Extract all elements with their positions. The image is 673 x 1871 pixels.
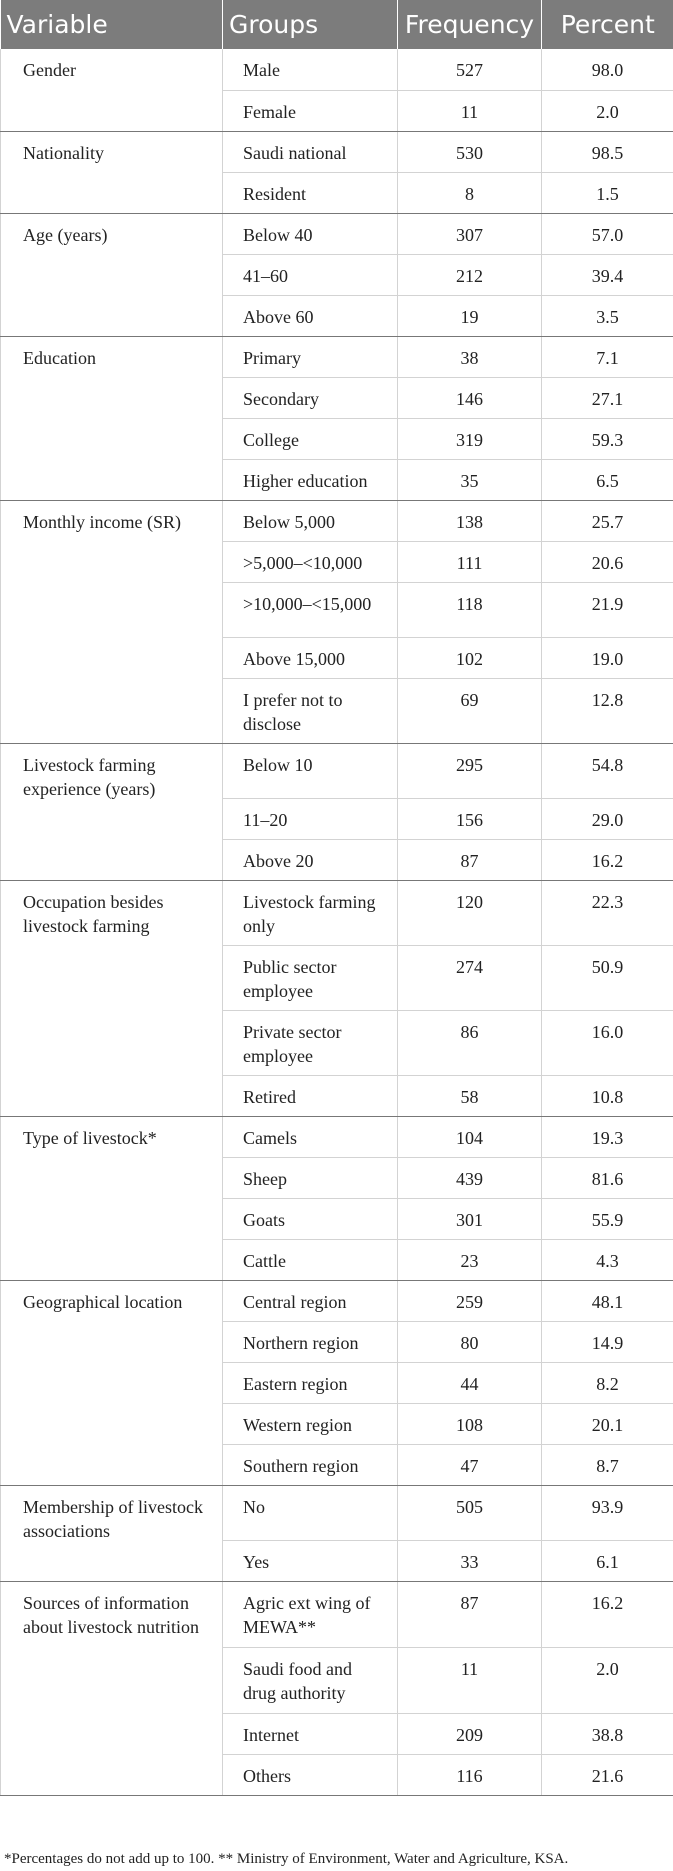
percent-cell: 19.0 bbox=[542, 637, 673, 678]
group-cell: Primary bbox=[223, 336, 398, 377]
percent-cell: 48.1 bbox=[542, 1280, 673, 1321]
percent-cell: 14.9 bbox=[542, 1321, 673, 1362]
group-cell: Resident bbox=[223, 172, 398, 213]
group-cell: Male bbox=[223, 49, 398, 90]
frequency-cell: 11 bbox=[398, 90, 542, 131]
frequency-cell: 86 bbox=[398, 1010, 542, 1075]
variable-cell: Age (years) bbox=[1, 213, 223, 336]
table-row bbox=[1, 336, 673, 377]
percent-cell: 12.8 bbox=[542, 678, 673, 743]
group-cell: Below 5,000 bbox=[223, 500, 398, 541]
group-cell: Public sector employee bbox=[223, 945, 398, 1010]
table-row bbox=[1, 213, 673, 254]
frequency-cell: 439 bbox=[398, 1157, 542, 1198]
frequency-cell: 11 bbox=[398, 1647, 542, 1713]
group-cell: Camels bbox=[223, 1116, 398, 1157]
frequency-cell: 319 bbox=[398, 418, 542, 459]
frequency-cell: 80 bbox=[398, 1321, 542, 1362]
group-cell: Internet bbox=[223, 1713, 398, 1754]
variable-cell: Education bbox=[1, 336, 223, 500]
frequency-cell: 209 bbox=[398, 1713, 542, 1754]
percent-cell: 8.7 bbox=[542, 1444, 673, 1485]
percent-cell: 57.0 bbox=[542, 213, 673, 254]
percent-cell: 20.1 bbox=[542, 1403, 673, 1444]
frequency-cell: 23 bbox=[398, 1239, 542, 1280]
group-cell: >5,000–<10,000 bbox=[223, 541, 398, 582]
header-percent: Percent bbox=[542, 0, 673, 49]
variable-cell: Type of livestock* bbox=[1, 1116, 223, 1280]
frequency-cell: 19 bbox=[398, 295, 542, 336]
percent-cell: 93.9 bbox=[542, 1485, 673, 1540]
group-cell: College bbox=[223, 418, 398, 459]
percent-cell: 4.3 bbox=[542, 1239, 673, 1280]
frequency-cell: 35 bbox=[398, 459, 542, 500]
percent-cell: 2.0 bbox=[542, 1647, 673, 1713]
header-row bbox=[1, 0, 673, 49]
frequency-cell: 47 bbox=[398, 1444, 542, 1485]
percent-cell: 1.5 bbox=[542, 172, 673, 213]
percent-cell: 21.9 bbox=[542, 582, 673, 637]
percent-cell: 16.2 bbox=[542, 1581, 673, 1647]
frequency-cell: 307 bbox=[398, 213, 542, 254]
group-cell: Above 20 bbox=[223, 839, 398, 880]
frequency-cell: 33 bbox=[398, 1540, 542, 1581]
frequency-cell: 156 bbox=[398, 798, 542, 839]
frequency-cell: 8 bbox=[398, 172, 542, 213]
frequency-cell: 295 bbox=[398, 743, 542, 798]
percent-cell: 25.7 bbox=[542, 500, 673, 541]
table-row bbox=[1, 743, 673, 798]
percent-cell: 54.8 bbox=[542, 743, 673, 798]
group-cell: Below 10 bbox=[223, 743, 398, 798]
table-row bbox=[1, 131, 673, 172]
group-cell: Retired bbox=[223, 1075, 398, 1116]
table-header bbox=[1, 0, 673, 49]
group-cell: >10,000–<15,000 bbox=[223, 582, 398, 637]
percent-cell: 39.4 bbox=[542, 254, 673, 295]
group-cell: Sheep bbox=[223, 1157, 398, 1198]
percent-cell: 19.3 bbox=[542, 1116, 673, 1157]
frequency-cell: 87 bbox=[398, 839, 542, 880]
group-cell: Central region bbox=[223, 1280, 398, 1321]
group-cell: Southern region bbox=[223, 1444, 398, 1485]
variable-cell: Monthly income (SR) bbox=[1, 500, 223, 743]
frequency-cell: 102 bbox=[398, 637, 542, 678]
percent-cell: 3.5 bbox=[542, 295, 673, 336]
frequency-cell: 505 bbox=[398, 1485, 542, 1540]
table-row bbox=[1, 1485, 673, 1540]
frequency-cell: 527 bbox=[398, 49, 542, 90]
header-frequency: Frequency bbox=[398, 0, 542, 49]
percent-cell: 98.5 bbox=[542, 131, 673, 172]
group-cell: Eastern region bbox=[223, 1362, 398, 1403]
group-cell: Above 60 bbox=[223, 295, 398, 336]
percent-cell: 16.2 bbox=[542, 839, 673, 880]
percent-cell: 81.6 bbox=[542, 1157, 673, 1198]
frequency-cell: 138 bbox=[398, 500, 542, 541]
frequency-cell: 212 bbox=[398, 254, 542, 295]
group-cell: Secondary bbox=[223, 377, 398, 418]
group-cell: Livestock farming only bbox=[223, 880, 398, 945]
percent-cell: 98.0 bbox=[542, 49, 673, 90]
group-cell: No bbox=[223, 1485, 398, 1540]
group-cell: Higher education bbox=[223, 459, 398, 500]
header-variable: Variable bbox=[1, 0, 223, 49]
variable-cell: Membership of livestock associations bbox=[1, 1485, 223, 1581]
variable-cell: Livestock farming experience (years) bbox=[1, 743, 223, 880]
percent-cell: 6.1 bbox=[542, 1540, 673, 1581]
frequency-cell: 58 bbox=[398, 1075, 542, 1116]
frequency-cell: 116 bbox=[398, 1754, 542, 1795]
table-row bbox=[1, 1280, 673, 1321]
variable-cell: Gender bbox=[1, 49, 223, 131]
percent-cell: 55.9 bbox=[542, 1198, 673, 1239]
table-row bbox=[1, 500, 673, 541]
variable-cell: Sources of information about livestock nutrition bbox=[1, 1581, 223, 1795]
table-row bbox=[1, 1581, 673, 1647]
group-cell: Saudi national bbox=[223, 131, 398, 172]
percent-cell: 38.8 bbox=[542, 1713, 673, 1754]
group-cell: Agric ext wing of MEWA** bbox=[223, 1581, 398, 1647]
group-cell: 11–20 bbox=[223, 798, 398, 839]
percent-cell: 6.5 bbox=[542, 459, 673, 500]
group-cell: 41–60 bbox=[223, 254, 398, 295]
frequency-cell: 146 bbox=[398, 377, 542, 418]
table-row bbox=[1, 1116, 673, 1157]
group-cell: Northern region bbox=[223, 1321, 398, 1362]
group-cell: Yes bbox=[223, 1540, 398, 1581]
variable-cell: Geographical location bbox=[1, 1280, 223, 1485]
percent-cell: 29.0 bbox=[542, 798, 673, 839]
group-cell: Cattle bbox=[223, 1239, 398, 1280]
group-cell: Saudi food and drug authority bbox=[223, 1647, 398, 1713]
frequency-cell: 120 bbox=[398, 880, 542, 945]
percent-cell: 22.3 bbox=[542, 880, 673, 945]
table-body bbox=[1, 49, 673, 1795]
frequency-cell: 87 bbox=[398, 1581, 542, 1647]
group-cell: Below 40 bbox=[223, 213, 398, 254]
frequency-cell: 259 bbox=[398, 1280, 542, 1321]
frequency-cell: 38 bbox=[398, 336, 542, 377]
frequency-cell: 69 bbox=[398, 678, 542, 743]
frequency-cell: 108 bbox=[398, 1403, 542, 1444]
percent-cell: 8.2 bbox=[542, 1362, 673, 1403]
group-cell: Above 15,000 bbox=[223, 637, 398, 678]
group-cell: Others bbox=[223, 1754, 398, 1795]
variable-cell: Occupation besides livestock farming bbox=[1, 880, 223, 1116]
frequency-cell: 44 bbox=[398, 1362, 542, 1403]
table-row bbox=[1, 880, 673, 945]
frequency-cell: 111 bbox=[398, 541, 542, 582]
percent-cell: 16.0 bbox=[542, 1010, 673, 1075]
header-groups: Groups bbox=[223, 0, 398, 49]
percent-cell: 27.1 bbox=[542, 377, 673, 418]
group-cell: Female bbox=[223, 90, 398, 131]
frequency-cell: 118 bbox=[398, 582, 542, 637]
percent-cell: 2.0 bbox=[542, 90, 673, 131]
frequency-cell: 104 bbox=[398, 1116, 542, 1157]
percent-cell: 59.3 bbox=[542, 418, 673, 459]
group-cell: Private sector employee bbox=[223, 1010, 398, 1075]
variable-cell: Nationality bbox=[1, 131, 223, 213]
frequency-cell: 274 bbox=[398, 945, 542, 1010]
group-cell: I prefer not to disclose bbox=[223, 678, 398, 743]
group-cell: Western region bbox=[223, 1403, 398, 1444]
table-row bbox=[1, 49, 673, 90]
table-footnote: *Percentages do not add up to 100. ** Ministry of Environment, Water and Agriculture, KSA. bbox=[4, 1851, 569, 1867]
percent-cell: 7.1 bbox=[542, 336, 673, 377]
percent-cell: 20.6 bbox=[542, 541, 673, 582]
percent-cell: 50.9 bbox=[542, 945, 673, 1010]
frequency-cell: 301 bbox=[398, 1198, 542, 1239]
percent-cell: 21.6 bbox=[542, 1754, 673, 1795]
frequency-cell: 530 bbox=[398, 131, 542, 172]
percent-cell: 10.8 bbox=[542, 1075, 673, 1116]
group-cell: Goats bbox=[223, 1198, 398, 1239]
